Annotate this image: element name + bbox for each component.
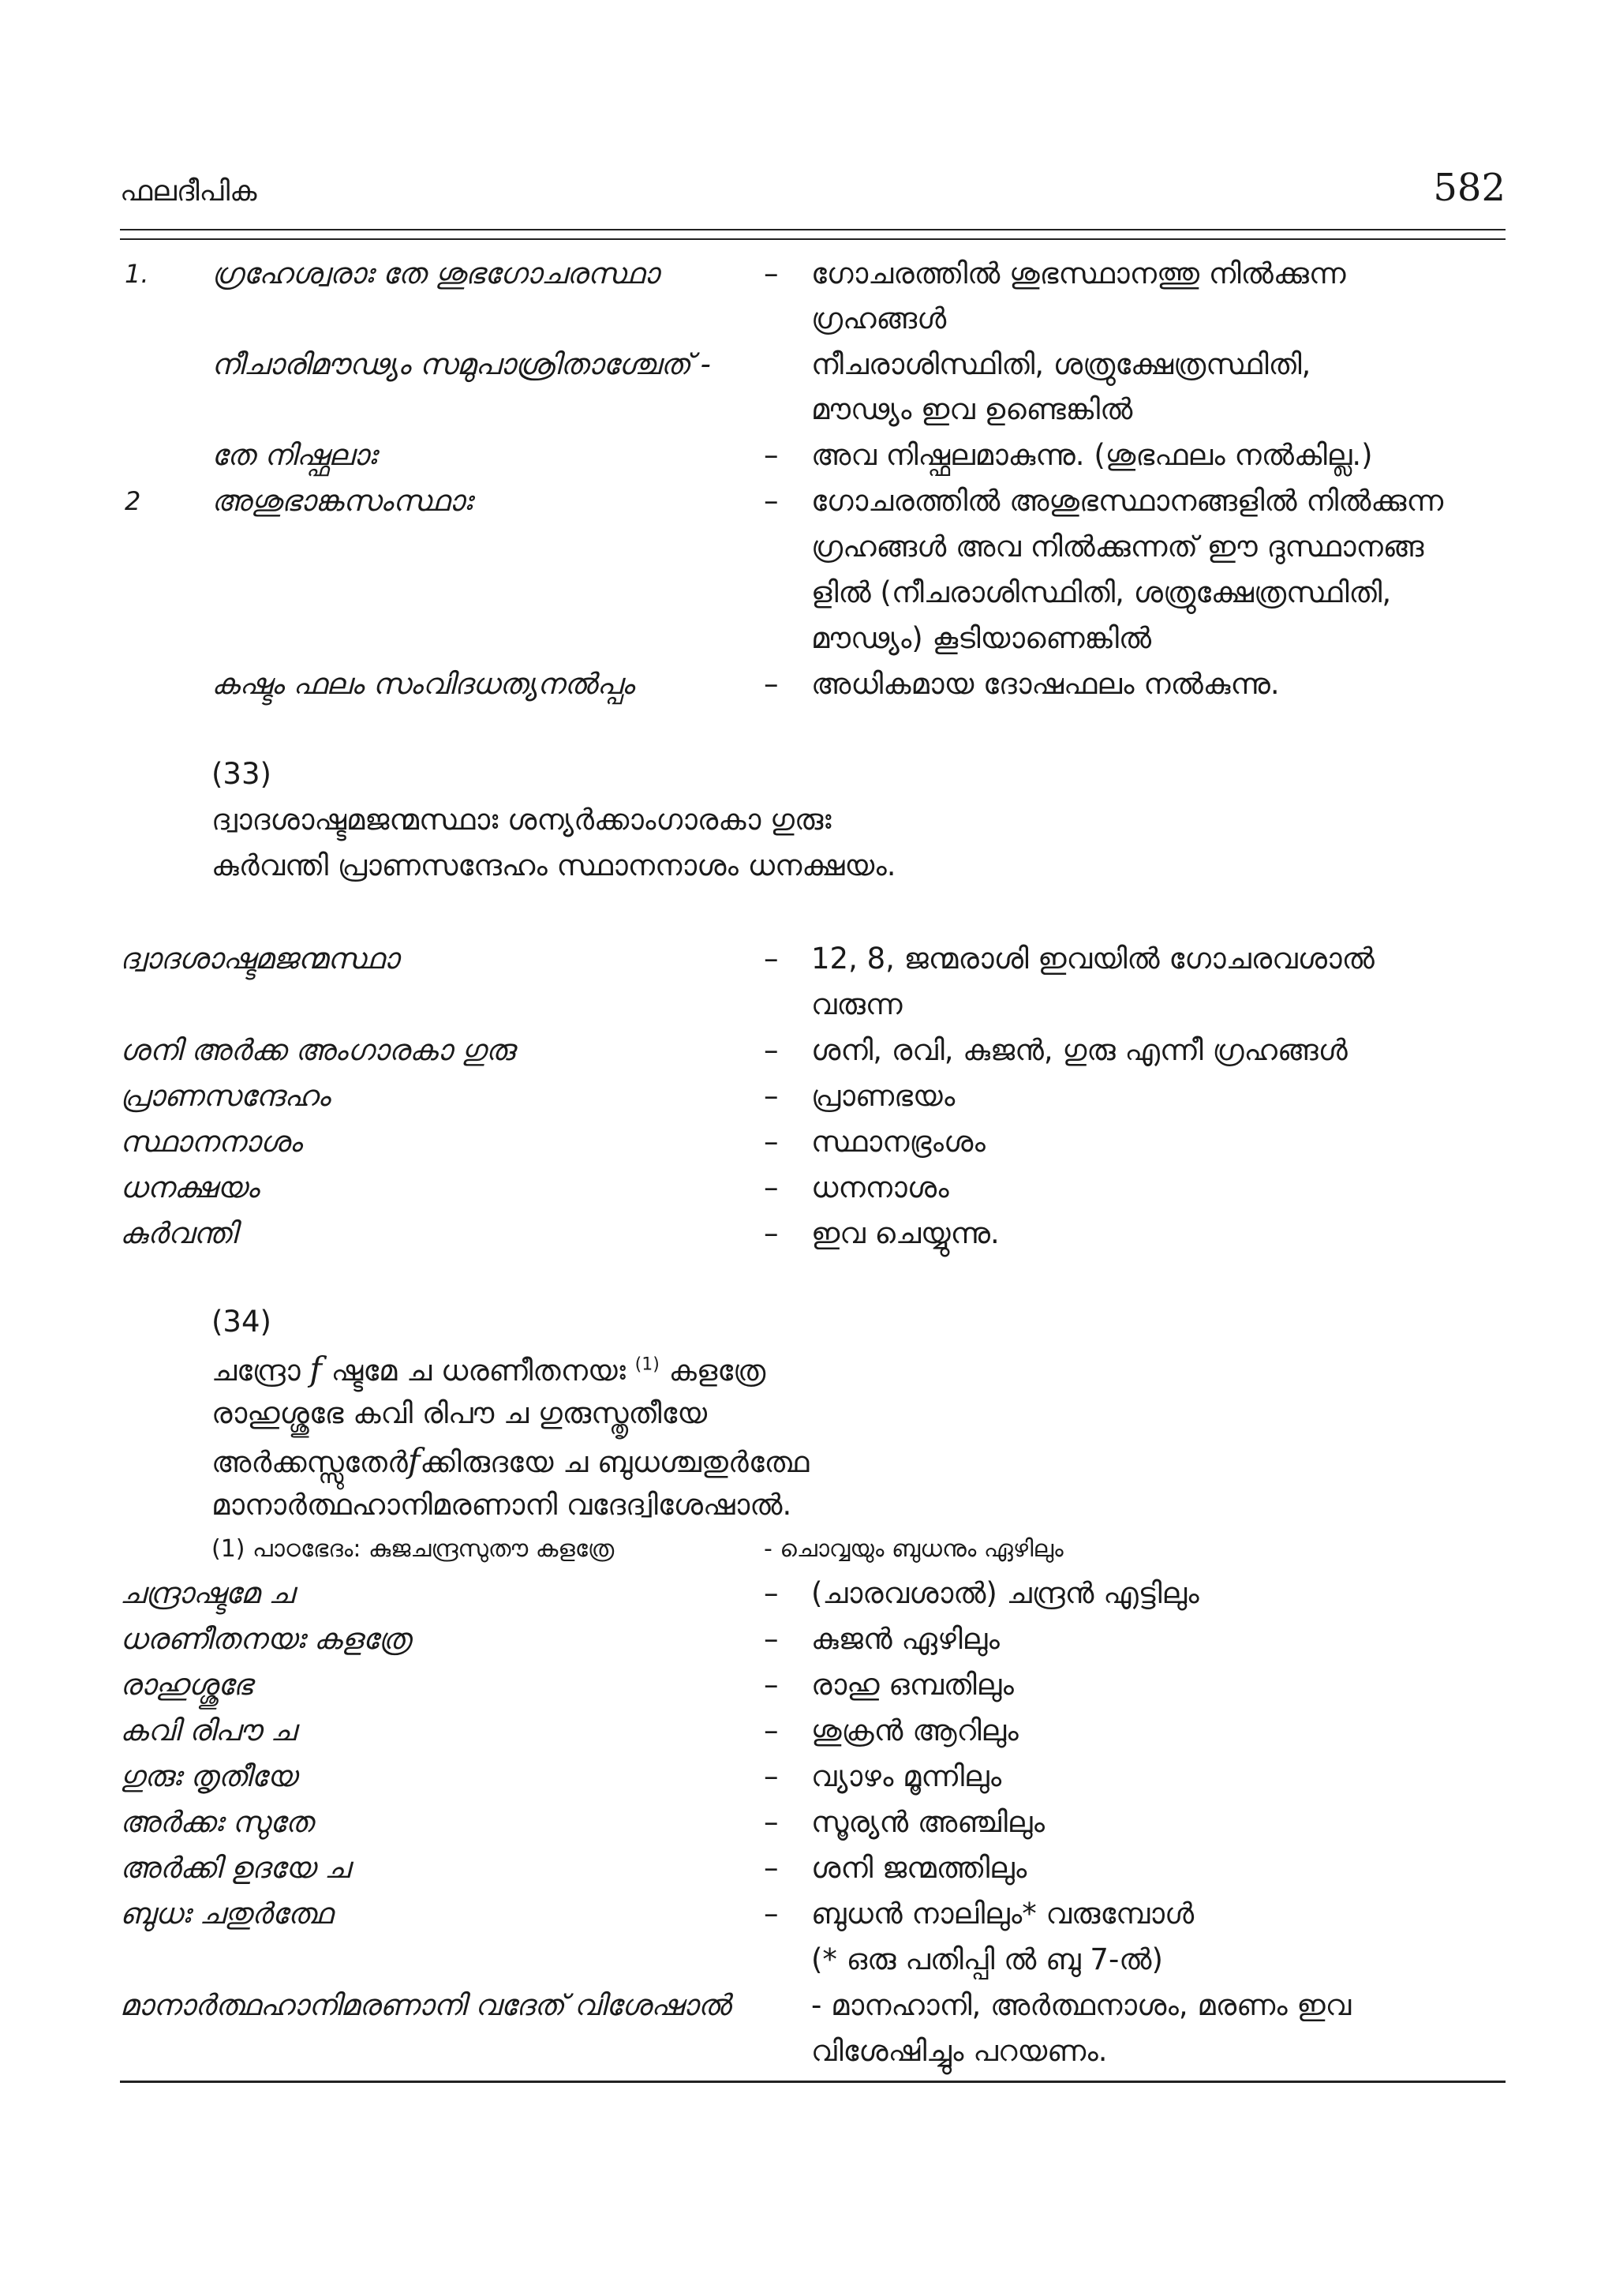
footnote-marker: (1) xyxy=(634,1354,660,1375)
footnote-left: (1) പാഠഭേദം: കുജചന്ദ്രസുതൗ കളത്രേ xyxy=(211,1535,615,1563)
verse-number: (33) xyxy=(211,757,271,791)
meaning: രാഹു ഒമ്പതിലും xyxy=(811,1668,1014,1702)
term: അർക്കി ഉദയേ ച xyxy=(120,1851,350,1885)
meaning: വ്യാഴം മൂന്നിലും xyxy=(811,1759,1002,1793)
term: ചന്ദ്രാഷ്ടമേ ച xyxy=(120,1576,294,1610)
verse-line: മാനാർത്ഥഹാനിമരണാനി വദേദ്വിശേഷാൽ. xyxy=(211,1488,792,1522)
meaning: വരുന്ന xyxy=(811,987,903,1021)
footnote-right: - ചൊവ്വയും ബുധനും ഏഴിലും xyxy=(764,1535,1064,1563)
separator-dash: – xyxy=(764,1851,779,1885)
meaning: ഗ്രഹങ്ങൾ അവ നിൽക്കുന്നത് ഈ ദുസ്ഥാനങ്ങ xyxy=(811,530,1424,564)
term: ധരണീതനയഃ കളത്രേ xyxy=(120,1622,411,1656)
item-number: 2 xyxy=(125,486,141,516)
separator-dash: – xyxy=(764,667,779,701)
meaning: ശനി ജന്മത്തിലും xyxy=(811,1851,1027,1885)
footer-rule xyxy=(120,2081,1506,2083)
verse-text: കളത്രേ xyxy=(668,1354,766,1388)
header-rule-bottom xyxy=(120,238,1506,240)
term: ബുധഃ ചതുർത്ഥേ xyxy=(120,1897,333,1931)
meaning: മൗഢ്യം) കൂടിയാണെങ്കിൽ xyxy=(811,621,1152,655)
separator-dash: – xyxy=(764,942,779,976)
meaning: കുജൻ ഏഴിലും xyxy=(811,1622,1000,1656)
avagraha-glyph: f xyxy=(407,1441,421,1480)
meaning: (ചാരവശാൽ) ചന്ദ്രൻ എട്ടിലും xyxy=(811,1576,1199,1610)
term: നീചാരിമൗഢ്യം സമുപാശ്രിതാശ്ചേത് - xyxy=(211,347,711,381)
term: ഗുരുഃ തൃതീയേ xyxy=(120,1759,297,1793)
term: ധനക്ഷയം xyxy=(120,1170,260,1204)
meaning: ശുക്രൻ ആറിലും xyxy=(811,1714,1019,1747)
term: ഗ്രഹേശ്വരാഃ തേ ശുഭഗോചരസ്ഥാ xyxy=(211,257,659,290)
meaning: ബുധൻ നാലിലും* വരുമ്പോൾ xyxy=(811,1897,1195,1931)
meaning: അധികമായ ദോഷഫലം നൽകുന്നു. xyxy=(811,667,1280,701)
meaning: ഗോചരത്തിൽ ശുഭസ്ഥാനത്തു നിൽക്കുന്ന xyxy=(811,257,1346,290)
verse-text: അർക്കസ്സുതേർ xyxy=(211,1445,408,1479)
separator-dash: – xyxy=(764,1170,779,1204)
term: സ്ഥാനനാശം xyxy=(120,1125,302,1159)
term: കവി രിപൗ ച xyxy=(120,1714,296,1747)
term: അശുഭാങ്കസംസ്ഥാഃ xyxy=(211,484,472,518)
verse-number: (34) xyxy=(211,1305,271,1339)
separator-dash: – xyxy=(764,1125,779,1159)
separator-dash: – xyxy=(764,1576,779,1610)
meaning: ധനനാശം xyxy=(811,1170,949,1204)
term: അർക്കഃ സുതേ xyxy=(120,1805,313,1839)
separator-dash: – xyxy=(764,1668,779,1702)
term: മാനാർത്ഥഹാനിമരണാനി വദേത് വിശേഷാൽ xyxy=(120,1988,731,2022)
meaning: ളിൽ (നീചരാശിസ്ഥിതി, ശത്രുക്ഷേത്രസ്ഥിതി, xyxy=(811,575,1392,609)
verse-text: ഷ്ടമേ ച ധരണീതനയഃ xyxy=(331,1354,626,1388)
meaning: സ്ഥാനഭ്രംശം xyxy=(811,1125,986,1159)
term: കഷ്ടം ഫലം സംവിദധത്യനൽപ്പം xyxy=(211,667,634,701)
separator-dash: – xyxy=(764,1714,779,1747)
term: ദ്വാദശാഷ്ടമജന്മസ്ഥാ xyxy=(120,942,399,976)
meaning: 12, 8, ജന്മരാശി ഇവയിൽ ഗോചരവശാൽ xyxy=(811,942,1375,976)
separator-dash: – xyxy=(764,1033,779,1067)
separator-dash: – xyxy=(764,1079,779,1113)
verse-line xyxy=(211,1350,766,1388)
separator-dash: – xyxy=(764,1622,779,1656)
term: ശനി അർക്ക അംഗാരകാ ഗുരു xyxy=(120,1033,514,1067)
page-number: 582 xyxy=(1433,166,1506,210)
verse-text: ക്കിരുദയേ ച ബുധശ്ചതുർത്ഥേ xyxy=(420,1445,810,1479)
item-number: 1. xyxy=(125,259,149,289)
term: രാഹുശ്ശുഭേ xyxy=(120,1668,252,1702)
separator-dash: – xyxy=(764,438,779,472)
meaning: ഗ്രഹങ്ങൾ xyxy=(811,302,947,335)
verse-line: കുർവന്തി പ്രാണസന്ദേഹം സ്ഥാനനാശം ധനക്ഷയം. xyxy=(211,848,896,882)
separator-dash: – xyxy=(764,1216,779,1250)
header-rule-top xyxy=(120,229,1506,230)
verse-line xyxy=(211,1441,810,1480)
separator-dash: – xyxy=(764,1759,779,1793)
separator-dash: – xyxy=(764,1897,779,1931)
meaning: (* ഒരു പതിപ്പി ൽ ബു 7-ൽ) xyxy=(811,1942,1163,1976)
verse-line: ദ്വാദശാഷ്ടമജന്മസ്ഥാഃ ശന്യർക്കാംഗാരകാ ഗുരുഃ xyxy=(211,803,832,837)
meaning: വിശേഷിച്ചും പറയണം. xyxy=(811,2034,1108,2068)
meaning: പ്രാണഭയം xyxy=(811,1079,956,1113)
term: പ്രാണസന്ദേഹം xyxy=(120,1079,331,1113)
meaning: ഗോചരത്തിൽ അശുഭസ്ഥാനങ്ങളിൽ നിൽക്കുന്ന xyxy=(811,484,1444,518)
running-header-title: ഫലദീപിക xyxy=(120,175,257,208)
term: തേ നിഷ്ഫലാഃ xyxy=(211,438,376,472)
meaning: ഇവ ചെയ്യുന്നു. xyxy=(811,1216,1000,1250)
meaning: മൗഢ്യം ഇവ ഉണ്ടെങ്കിൽ xyxy=(811,392,1133,426)
verse-text: ചന്ദ്രോ xyxy=(211,1354,301,1388)
separator-dash: – xyxy=(764,1805,779,1839)
meaning: - മാനഹാനി, അർത്ഥനാശം, മരണം ഇവ xyxy=(811,1988,1352,2022)
term: കുർവന്തി xyxy=(120,1216,237,1250)
meaning: നീചരാശിസ്ഥിതി, ശത്രുക്ഷേത്രസ്ഥിതി, xyxy=(811,347,1311,381)
avagraha-glyph: f xyxy=(309,1350,322,1388)
meaning: സൂര്യൻ അഞ്ചിലും xyxy=(811,1805,1045,1839)
meaning: അവ നിഷ്ഫലമാകുന്നു. (ശുഭഫലം നൽകില്ല.) xyxy=(811,438,1373,472)
separator-dash: – xyxy=(764,257,779,290)
verse-line: രാഹുശ്ശുഭേ കവി രിപൗ ച ഗുരുസ്തൃതീയേ xyxy=(211,1396,708,1430)
meaning: ശനി, രവി, കുജൻ, ഗുരു എന്നീ ഗ്രഹങ്ങൾ xyxy=(811,1033,1348,1067)
separator-dash: – xyxy=(764,484,779,518)
